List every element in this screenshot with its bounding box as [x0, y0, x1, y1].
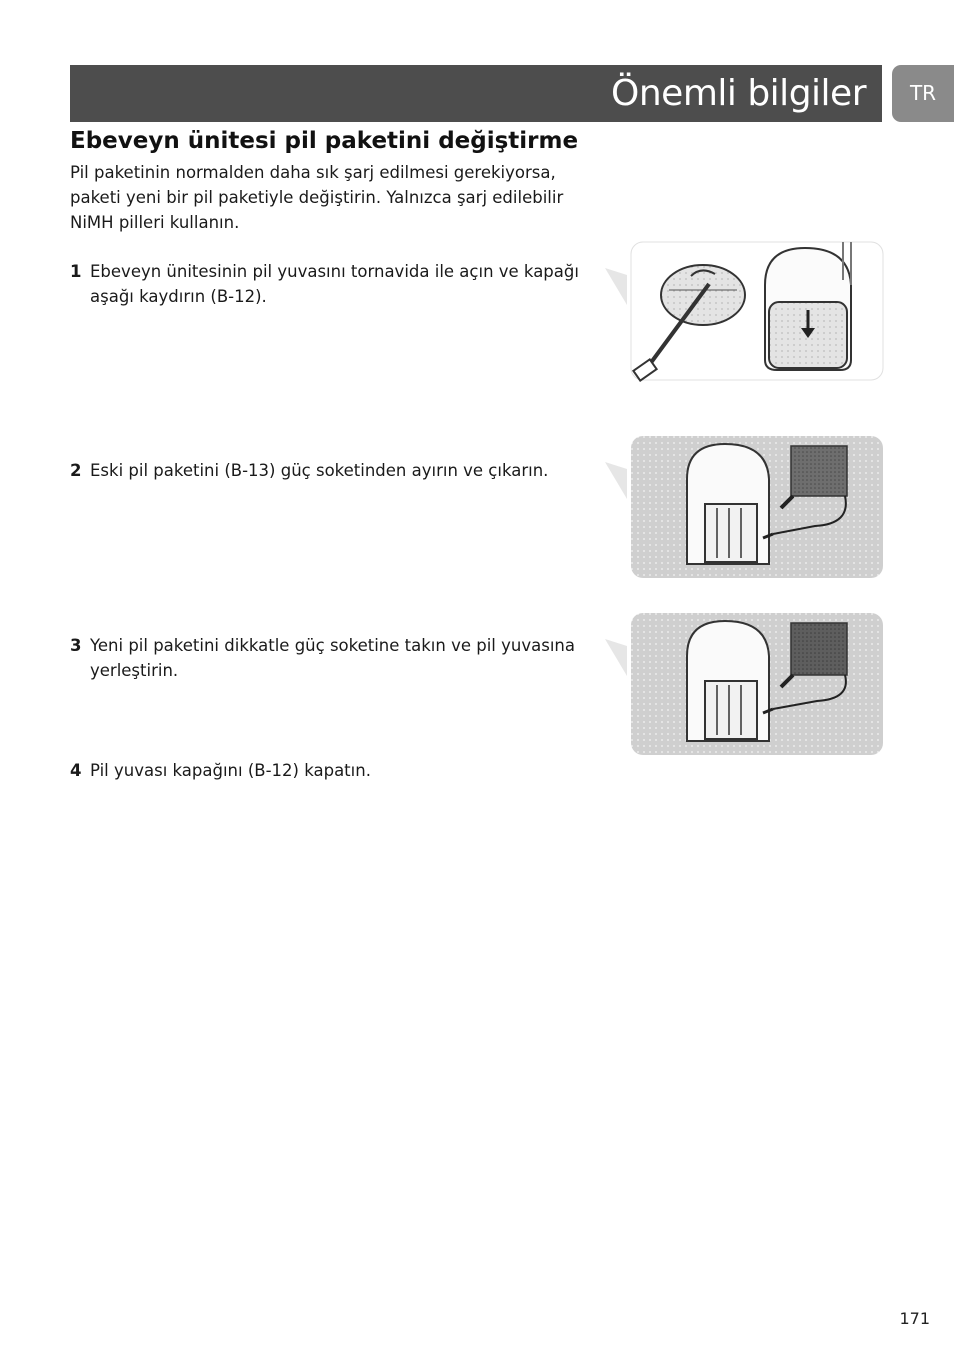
illustration-open-battery-cover — [605, 240, 890, 385]
step-text: Eski pil paketini (B-13) güç soketinden ayırın ve çıkarın. — [90, 461, 549, 480]
intro-paragraph: Pil paketinin normalden daha sık şarj edilmesi gerekiyorsa, paketi yeni bir pil paketiyle değiştirin. Yalnızca şarj edilebilir NiMH pilleri kullanın. — [70, 163, 564, 232]
page-title: Önemli bilgiler — [611, 73, 866, 114]
step-1 — [70, 259, 585, 309]
step-number: 2 — [70, 461, 82, 480]
page-header — [70, 65, 882, 122]
step-text: Pil yuvası kapağını (B-12) kapatın. — [90, 761, 371, 780]
section-title: Ebeveyn ünitesi pil paketini değiştirme — [70, 128, 579, 154]
step-number: 4 — [70, 761, 82, 780]
page-number: 171 — [899, 1309, 930, 1328]
step-number: 1 — [70, 262, 82, 281]
step-3 — [70, 633, 585, 683]
language-tab: TR — [892, 65, 954, 122]
illustration-remove-battery — [605, 434, 890, 580]
step-number: 3 — [70, 636, 82, 655]
step-2 — [70, 458, 585, 483]
illustration-insert-battery — [605, 611, 890, 757]
step-4 — [70, 758, 585, 783]
step-text: Yeni pil paketini dikkatle güç soketine takın ve pil yuvasına yerleştirin. — [90, 636, 575, 680]
step-text: Ebeveyn ünitesinin pil yuvasını tornavida ile açın ve kapağı aşağı kaydırın (B-12). — [90, 262, 579, 306]
